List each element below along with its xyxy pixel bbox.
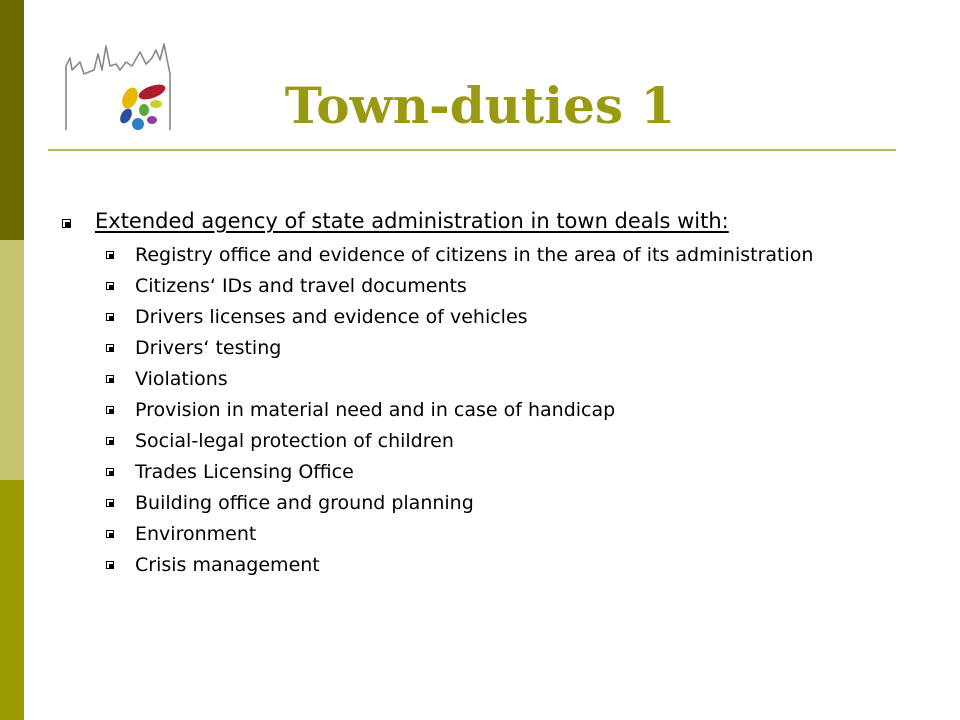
list-item (106, 243, 866, 267)
square-bullet-icon (106, 344, 114, 352)
square-bullet-icon (106, 313, 114, 321)
list-item (106, 336, 866, 360)
list-item (106, 460, 866, 484)
square-bullet-icon (106, 437, 114, 445)
list-item (106, 553, 866, 577)
square-bullet-icon (62, 219, 71, 228)
list-item (106, 305, 866, 329)
sub-bullet-list (106, 243, 866, 584)
list-item-text: Crisis management (135, 554, 320, 576)
sidebar-segment-bottom (0, 480, 24, 720)
list-item (106, 522, 866, 546)
square-bullet-icon (106, 468, 114, 476)
main-bullet-item (62, 206, 729, 236)
list-item-text: Social-legal protection of children (135, 430, 454, 452)
square-bullet-icon (106, 375, 114, 383)
list-item-text: Drivers licenses and evidence of vehicles (135, 306, 528, 328)
list-item-text: Drivers‘ testing (135, 337, 282, 359)
list-item-text: Registry office and evidence of citizens in the area of its administration (135, 244, 814, 266)
list-item (106, 367, 866, 391)
list-item-text: Provision in material need and in case of handicap (135, 399, 616, 421)
square-bullet-icon (106, 499, 114, 507)
list-item-text: Violations (135, 368, 228, 390)
sidebar-segment-middle (0, 240, 24, 480)
slide-title: Town-duties 1 (284, 76, 676, 135)
list-item (106, 274, 866, 298)
list-item (106, 429, 866, 453)
list-item-text: Environment (135, 523, 257, 545)
list-item-text: Building office and ground planning (135, 492, 474, 514)
list-item (106, 398, 866, 422)
square-bullet-icon (106, 251, 114, 259)
list-item-text: Trades Licensing Office (135, 461, 354, 483)
square-bullet-icon (106, 561, 114, 569)
square-bullet-icon (106, 530, 114, 538)
main-bullet-text: Extended agency of state administration in town deals with: (95, 209, 729, 233)
square-bullet-icon (106, 282, 114, 290)
title-divider (48, 149, 896, 151)
list-item (106, 491, 866, 515)
list-item-text: Citizens‘ IDs and travel documents (135, 275, 467, 297)
square-bullet-icon (106, 406, 114, 414)
